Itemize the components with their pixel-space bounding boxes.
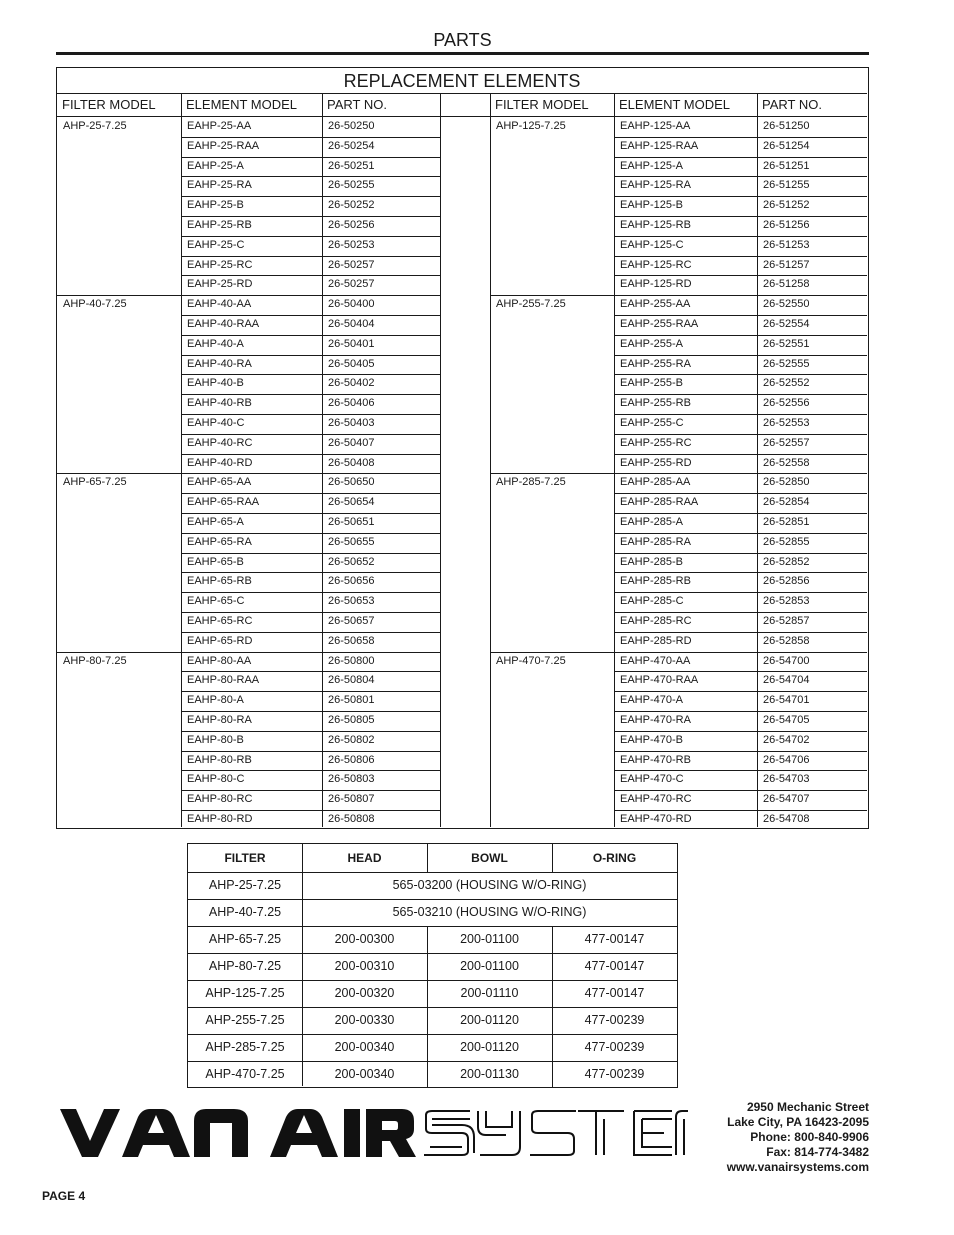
element-model-cell: EAHP-65-AA [187,476,252,489]
housing-bowl-cell: 200-01130 [460,1067,519,1081]
housing-filter-cell: AHP-80-7.25 [208,959,282,973]
housing-filter-cell: AHP-40-7.25 [208,905,282,919]
part-number-cell: 26-52554 [763,318,810,330]
housing-oring-cell: 477-00239 [584,1013,645,1027]
header-element-model-left: ELEMENT MODEL [186,97,298,112]
element-model-cell: EAHP-40-RB [187,397,252,410]
element-model-cell: EAHP-125-RB [620,219,691,231]
part-number-cell: 26-54705 [763,714,810,726]
housing-filter-cell: AHP-25-7.25 [208,878,282,892]
company-address [727,1100,869,1175]
element-model-cell: EAHP-65-RD [187,634,253,647]
part-number-cell: 26-51252 [763,199,810,212]
element-model-cell: EAHP-255-RA [620,357,691,370]
part-number-cell: 26-50658 [328,634,375,647]
filter-model-cell: AHP-125-7.25 [496,120,566,132]
address-city: Lake City, PA 16423-2095 [727,1115,869,1129]
part-number-cell: 26-51258 [763,278,810,291]
part-number-cell: 26-50251 [328,159,375,172]
element-model-cell: EAHP-285-RD [620,634,692,647]
part-number-cell: 26-52851 [763,516,810,528]
part-number-cell: 26-52553 [763,417,810,429]
part-number-cell: 26-52852 [763,555,810,568]
part-number-cell: 26-50257 [328,258,375,271]
element-model-cell: EAHP-80-AA [187,654,252,667]
page-number: PAGE 4 [42,1189,86,1203]
element-model-cell: EAHP-470-C [620,773,684,786]
element-model-cell: EAHP-25-RB [187,219,252,231]
part-number-cell: 26-50253 [328,238,375,251]
address-phone: Phone: 800-840-9906 [750,1130,869,1144]
header-filter-model-left: FILTER MODEL [62,97,156,112]
element-model-cell: EAHP-255-B [620,377,683,390]
housing-parts-table [187,843,678,1088]
element-model-cell: EAHP-40-C [187,417,245,429]
element-model-cell: EAHP-25-A [187,159,244,172]
part-number-cell: 26-54708 [763,813,810,825]
element-model-cell: EAHP-255-RD [620,456,692,469]
element-model-cell: EAHP-285-RA [620,535,691,548]
housing-header-bowl: BOWL [471,851,508,865]
part-number-cell: 26-51254 [763,139,810,152]
element-model-cell: EAHP-255-RAA [620,318,699,330]
housing-oring-cell: 477-00147 [584,986,645,1000]
header-filter-model-right: FILTER MODEL [495,97,589,112]
element-model-cell: EAHP-125-RAA [620,139,699,152]
element-model-cell: EAHP-470-RD [620,813,692,825]
housing-filter-cell: AHP-470-7.25 [205,1067,285,1081]
element-model-cell: EAHP-80-RA [187,714,252,726]
element-model-cell: EAHP-255-RC [620,436,692,449]
element-model-cell: EAHP-25-RD [187,278,253,291]
part-number-cell: 26-50254 [328,139,375,152]
header-part-no-left: PART NO. [327,97,387,112]
section-title: PARTS [433,30,492,50]
part-number-cell: 26-50650 [328,476,375,489]
element-model-cell: EAHP-40-RD [187,456,253,469]
part-number-cell: 26-50250 [328,120,375,132]
element-model-cell: EAHP-255-A [620,337,683,350]
part-number-cell: 26-50656 [328,575,375,588]
housing-oring-cell: 477-00147 [584,959,645,973]
part-number-cell: 26-50800 [328,654,375,667]
housing-head-cell: 200-00340 [334,1040,395,1054]
part-number-cell: 26-50252 [328,199,375,212]
housing-head-cell: 200-00310 [334,959,395,973]
part-number-cell: 26-52854 [763,496,810,509]
element-model-cell: EAHP-40-B [187,377,244,390]
element-model-cell: EAHP-285-RB [620,575,691,588]
column-divider [322,94,323,827]
part-number-cell: 26-50805 [328,714,375,726]
element-model-cell: EAHP-40-A [187,337,244,350]
element-model-cell: EAHP-65-RC [187,615,253,627]
part-number-cell: 26-54702 [763,733,810,746]
replacement-elements-table [56,67,869,829]
housing-header-filter: FILTER [224,851,266,865]
part-number-cell: 26-50655 [328,535,375,548]
part-number-cell: 26-50255 [328,179,375,192]
element-model-cell: EAHP-285-RC [620,615,692,627]
part-number-cell: 26-50654 [328,496,375,509]
filter-model-cell: AHP-65-7.25 [63,476,127,489]
housing-bowl-cell: 200-01100 [460,932,519,946]
filter-model-cell: AHP-25-7.25 [63,120,127,132]
element-model-cell: EAHP-470-RAA [620,674,699,687]
part-number-cell: 26-52558 [763,456,810,469]
element-model-cell: EAHP-65-A [187,516,244,528]
filter-model-cell: AHP-285-7.25 [496,476,566,489]
part-number-cell: 26-52550 [763,298,810,311]
element-model-cell: EAHP-470-RC [620,793,692,806]
element-model-cell: EAHP-255-RB [620,397,691,410]
housing-bowl-cell: 200-01120 [460,1013,519,1027]
part-number-cell: 26-54706 [763,753,810,766]
element-model-cell: EAHP-255-AA [620,298,691,311]
element-model-cell: EAHP-25-RC [187,258,253,271]
header-divider [57,116,867,117]
element-model-cell: EAHP-80-RC [187,793,253,806]
element-model-cell: EAHP-470-RB [620,753,691,766]
part-number-cell: 26-50405 [328,357,375,370]
element-model-cell: EAHP-125-RD [620,278,692,291]
part-number-cell: 26-52552 [763,377,810,390]
column-divider [490,94,491,827]
housing-filter-cell: AHP-255-7.25 [205,1013,285,1027]
part-number-cell: 26-50406 [328,397,375,410]
address-website[interactable]: www.vanairsystems.com [726,1160,869,1174]
element-model-cell: EAHP-25-AA [187,120,252,132]
element-model-cell: EAHP-25-B [187,199,244,212]
element-model-cell: EAHP-470-RA [620,714,691,726]
title-rule [56,52,869,55]
part-number-cell: 26-50407 [328,436,375,449]
element-model-cell: EAHP-285-A [620,516,683,528]
housing-oring-cell: 477-00239 [584,1067,645,1081]
element-model-cell: EAHP-125-B [620,199,683,212]
element-model-cell: EAHP-125-A [620,159,683,172]
element-model-cell: EAHP-125-RA [620,179,691,192]
part-number-cell: 26-52850 [763,476,810,489]
part-number-cell: 26-52856 [763,575,810,588]
part-number-cell: 26-50804 [328,674,375,687]
housing-header-head: HEAD [347,851,382,865]
part-number-cell: 26-51251 [763,159,810,172]
part-number-cell: 26-50403 [328,417,375,429]
housing-oring-cell: 477-00239 [584,1040,645,1054]
filter-model-cell: AHP-470-7.25 [496,654,566,667]
housing-filter-cell: AHP-125-7.25 [205,986,285,1000]
part-number-cell: 26-54700 [763,654,810,667]
part-number-cell: 26-52556 [763,397,810,410]
table-caption: REPLACEMENT ELEMENTS [57,68,867,94]
element-model-cell: EAHP-65-B [187,555,244,568]
part-number-cell: 26-51253 [763,238,810,251]
housing-column-divider [552,926,553,1088]
filter-model-cell: AHP-255-7.25 [496,298,566,311]
part-number-cell: 26-50404 [328,318,375,330]
element-model-cell: EAHP-285-RAA [620,496,699,509]
housing-oring-cell: 477-00147 [584,932,645,946]
element-model-cell: EAHP-25-RA [187,179,252,192]
part-number-cell: 26-51255 [763,179,810,192]
element-model-cell: EAHP-125-C [620,238,684,251]
housing-merged-cell: 565-03210 (HOUSING W/O-RING) [392,905,587,919]
element-model-cell: EAHP-285-B [620,555,683,568]
element-model-cell: EAHP-40-RC [187,436,253,449]
element-model-cell: EAHP-25-C [187,238,245,251]
housing-bowl-cell: 200-01120 [460,1040,519,1054]
part-number-cell: 26-52551 [763,337,810,350]
part-number-cell: 26-50402 [328,377,375,390]
part-number-cell: 26-50808 [328,813,375,825]
part-number-cell: 26-50256 [328,219,375,231]
column-divider [757,94,758,827]
housing-filter-cell: AHP-285-7.25 [205,1040,285,1054]
part-number-cell: 26-50653 [328,595,375,608]
part-number-cell: 26-52853 [763,595,810,608]
header-part-no-right: PART NO. [762,97,822,112]
part-number-cell: 26-50807 [328,793,375,806]
part-number-cell: 26-54704 [763,674,810,687]
part-number-cell: 26-50802 [328,733,375,746]
van-air-systems-logo [58,1107,694,1159]
element-model-cell: EAHP-80-A [187,694,244,707]
element-model-cell: EAHP-65-RA [187,535,252,548]
filter-model-cell: AHP-40-7.25 [63,298,127,311]
element-model-cell: EAHP-255-C [620,417,684,429]
part-number-cell: 26-52858 [763,634,810,647]
element-model-cell: EAHP-65-C [187,595,245,608]
element-model-cell: EAHP-80-B [187,733,244,746]
element-model-cell: EAHP-80-RD [187,813,253,825]
part-number-cell: 26-54707 [763,793,810,806]
element-model-cell: EAHP-25-RAA [187,139,260,152]
part-number-cell: 26-52857 [763,615,810,627]
part-number-cell: 26-50257 [328,278,375,291]
part-number-cell: 26-54703 [763,773,810,786]
housing-head-cell: 200-00300 [334,932,395,946]
header-element-model-right: ELEMENT MODEL [619,97,731,112]
element-model-cell: EAHP-40-RAA [187,318,260,330]
part-number-cell: 26-50400 [328,298,375,311]
element-model-cell: EAHP-80-RAA [187,674,260,687]
part-number-cell: 26-50408 [328,456,375,469]
part-number-cell: 26-54701 [763,694,810,707]
part-number-cell: 26-50803 [328,773,375,786]
address-fax: Fax: 814-774-3482 [766,1145,869,1159]
part-number-cell: 26-50657 [328,615,375,627]
housing-head-cell: 200-00330 [334,1013,395,1027]
part-number-cell: 26-50651 [328,516,375,528]
element-model-cell: EAHP-125-AA [620,120,691,132]
housing-filter-cell: AHP-65-7.25 [208,932,282,946]
part-number-cell: 26-50401 [328,337,375,350]
element-model-cell: EAHP-80-C [187,773,245,786]
element-model-cell: EAHP-285-AA [620,476,691,489]
column-divider [181,94,182,827]
housing-merged-cell: 565-03200 (HOUSING W/O-RING) [392,878,587,892]
element-model-cell: EAHP-285-C [620,595,684,608]
element-model-cell: EAHP-470-A [620,694,683,707]
part-number-cell: 26-50652 [328,555,375,568]
part-number-cell: 26-51250 [763,120,810,132]
housing-bowl-cell: 200-01110 [460,986,519,1000]
element-model-cell: EAHP-125-RC [620,258,692,271]
housing-column-divider [427,844,428,872]
element-model-cell: EAHP-470-B [620,733,683,746]
filter-model-cell: AHP-80-7.25 [63,654,127,667]
housing-column-divider [427,926,428,1088]
part-number-cell: 26-50806 [328,753,375,766]
element-model-cell: EAHP-65-RB [187,575,252,588]
part-number-cell: 26-51256 [763,219,810,231]
housing-head-cell: 200-00320 [334,986,395,1000]
housing-bowl-cell: 200-01100 [460,959,519,973]
element-model-cell: EAHP-65-RAA [187,496,260,509]
part-number-cell: 26-52555 [763,357,810,370]
housing-head-cell: 200-00340 [334,1067,395,1081]
housing-header-oring: O-RING [592,851,637,865]
part-number-cell: 26-50801 [328,694,375,707]
part-number-cell: 26-52557 [763,436,810,449]
element-model-cell: EAHP-470-AA [620,654,691,667]
part-number-cell: 26-52855 [763,535,810,548]
column-divider [440,94,441,827]
part-number-cell: 26-51257 [763,258,810,271]
housing-column-divider [552,844,553,872]
element-model-cell: EAHP-40-AA [187,298,252,311]
element-model-cell: EAHP-40-RA [187,357,252,370]
element-model-cell: EAHP-80-RB [187,753,252,766]
address-street: 2950 Mechanic Street [746,1100,869,1114]
column-divider [614,94,615,827]
